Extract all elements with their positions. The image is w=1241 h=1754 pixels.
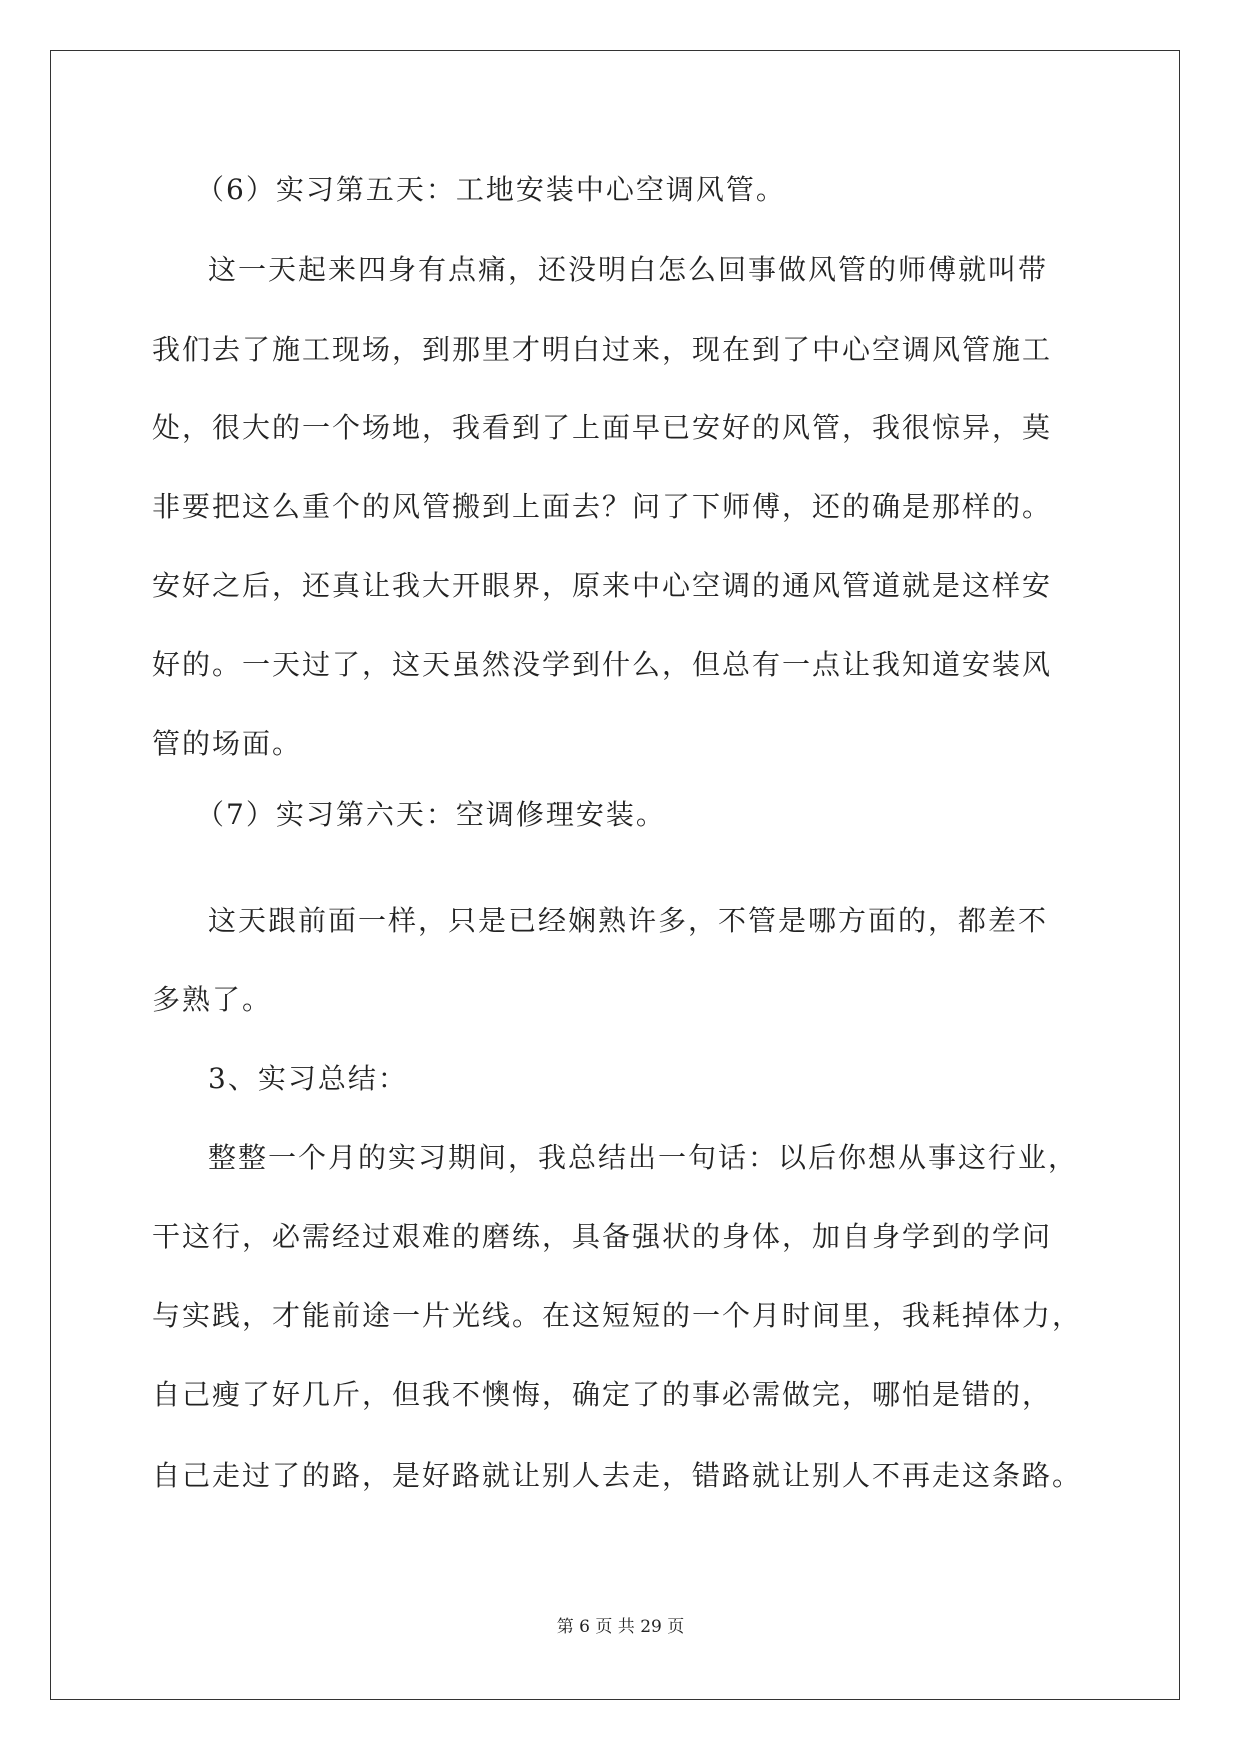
section-heading: （7）实习第六天：空调修理安装。	[196, 798, 666, 831]
paragraph-line: 处，很大的一个场地，我看到了上面早已安好的风管，我很惊异，莫	[152, 411, 1053, 444]
paragraph-line: 自己走过了的路，是好路就让别人去走，错路就让别人不再走这条路。	[152, 1459, 1083, 1492]
paragraph-line: 干这行，必需经过艰难的磨练，具备强状的身体，加自身学到的学问	[152, 1220, 1053, 1253]
paragraph-line: 与实践，才能前途一片光线。在这短短的一个月时间里，我耗掉体力，	[152, 1299, 1083, 1332]
page-border	[50, 50, 1180, 1700]
paragraph-line: 自己瘦了好几斤，但我不懊悔，确定了的事必需做完，哪怕是错的，	[152, 1378, 1053, 1411]
paragraph-line: 安好之后，还真让我大开眼界，原来中心空调的通风管道就是这样安	[152, 569, 1053, 602]
section-heading: （6）实习第五天：工地安装中心空调风管。	[196, 173, 786, 206]
paragraph-line: 这天跟前面一样，只是已经娴熟许多，不管是哪方面的，都差不	[208, 904, 1049, 937]
paragraph-line: 整整一个月的实习期间，我总结出一句话：以后你想从事这行业，	[208, 1141, 1079, 1174]
paragraph-line: 多熟了。	[152, 983, 273, 1016]
paragraph-line: 我们去了施工现场，到那里才明白过来，现在到了中心空调风管施工	[152, 333, 1053, 366]
section-heading: 3、实习总结：	[208, 1062, 408, 1095]
page-number: 第 6 页 共 29 页	[556, 1617, 685, 1637]
paragraph-line: 这一天起来四身有点痛，还没明白怎么回事做风管的师傅就叫带	[208, 253, 1049, 286]
paragraph-line: 好的。一天过了，这天虽然没学到什么，但总有一点让我知道安装风	[152, 648, 1053, 681]
paragraph-line: 管的场面。	[152, 727, 303, 760]
paragraph-line: 非要把这么重个的风管搬到上面去？问了下师傅，还的确是那样的。	[152, 490, 1053, 523]
